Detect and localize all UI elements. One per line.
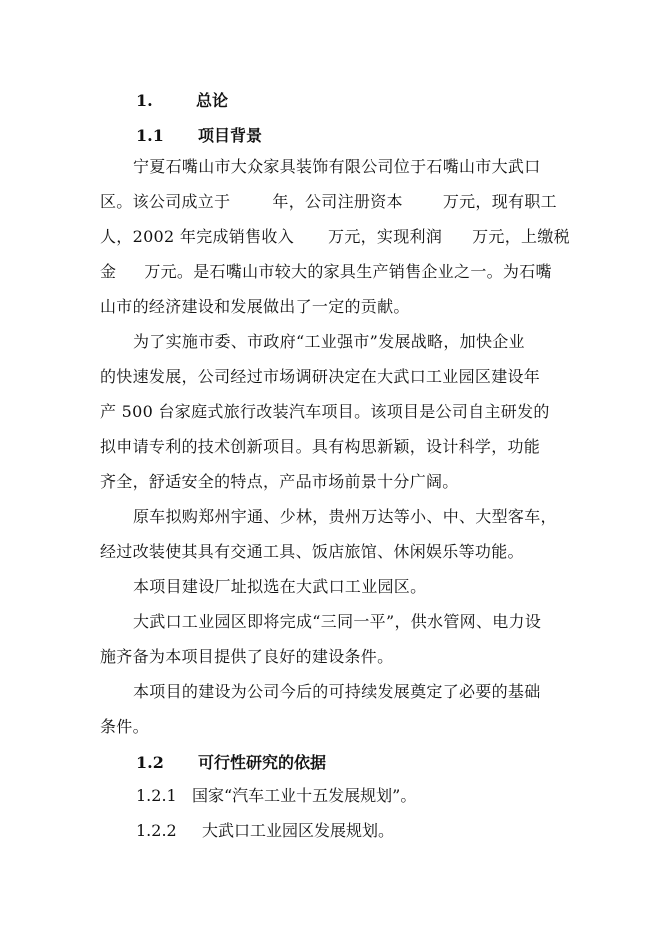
p6-line-2: 条件。 — [100, 717, 149, 736]
heading-1-title: 总论 — [196, 91, 229, 110]
heading-1-number: 1. — [136, 91, 153, 110]
p6-line-1: 本项目的建设为公司今后的可持续发展奠定了必要的基础 — [133, 682, 541, 701]
heading-1-1 — [136, 123, 262, 146]
heading-1-1-title: 项目背景 — [198, 126, 263, 145]
basis-item-1-text: 国家“汽车工业十五发展规划”。 — [192, 786, 417, 805]
p2-line-4: 拟申请专利的技术创新项目。具有构思新颖，设计科学，功能 — [100, 437, 541, 456]
p1-line-4-a: 金 — [100, 262, 117, 281]
p1-line-2-c: 万元，现有职工 — [442, 192, 557, 211]
p2-line-3: 产 500 台家庭式旅行改装汽车项目。该项目是公司自主研发的 — [100, 402, 550, 421]
basis-item-2-text: 大武口工业园区发展规划。 — [202, 821, 395, 840]
p1-line-3-b: 万元，实现利润 — [328, 227, 443, 246]
heading-1-2-title: 可行性研究的依据 — [198, 753, 327, 772]
p1-line-2-a: 区。该公司成立于 — [100, 192, 231, 211]
basis-item-1-number: 1.2.1 — [136, 786, 177, 805]
p1-line-2 — [100, 189, 562, 212]
p1-line-1: 宁夏石嘴山市大众家具装饰有限公司位于石嘴山市大武口 — [133, 157, 541, 176]
p3-line-2: 经过改装使其具有交通工具、饭店旅馆、休闲娱乐等功能。 — [100, 542, 524, 561]
p1-line-4 — [100, 259, 562, 282]
heading-1-1-number: 1.1 — [136, 126, 164, 145]
p1-line-3-c: 万元，上缴税 — [472, 227, 570, 246]
p2-line-1: 为了实施市委、市政府“工业强市”发展战略，加快企业 — [133, 332, 525, 351]
heading-1 — [136, 88, 228, 111]
p1-line-3 — [100, 224, 570, 247]
basis-item-2-number: 1.2.2 — [136, 821, 177, 840]
p1-line-3-a: 人，2002 年完成销售收入 — [100, 227, 295, 246]
p1-line-5: 山市的经济建设和发展做出了一定的贡献。 — [100, 297, 410, 316]
p2-line-2: 的快速发展，公司经过市场调研决定在大武口工业园区建设年 — [100, 367, 541, 386]
p5-line-1: 大武口工业园区即将完成“三同一平”，供水管网、电力设 — [133, 612, 542, 631]
p4-line-1: 本项目建设厂址拟选在大武口工业园区。 — [133, 577, 427, 596]
p2-line-5: 齐全，舒适安全的特点，产品市场前景十分广阔。 — [100, 472, 459, 491]
p1-line-2-b: 年，公司注册资本 — [272, 192, 403, 211]
basis-item-2 — [136, 818, 394, 841]
p5-line-2: 施齐备为本项目提供了良好的建设条件。 — [100, 647, 394, 666]
heading-1-2 — [136, 750, 326, 773]
basis-item-1 — [136, 783, 416, 806]
heading-1-2-number: 1.2 — [136, 753, 164, 772]
p3-line-1: 原车拟购郑州宇通、少林，贵州万达等小、中、大型客车， — [133, 507, 557, 526]
p1-line-4-b: 万元。是石嘴山市较大的家具生产销售企业之一。为石嘴 — [144, 262, 552, 281]
